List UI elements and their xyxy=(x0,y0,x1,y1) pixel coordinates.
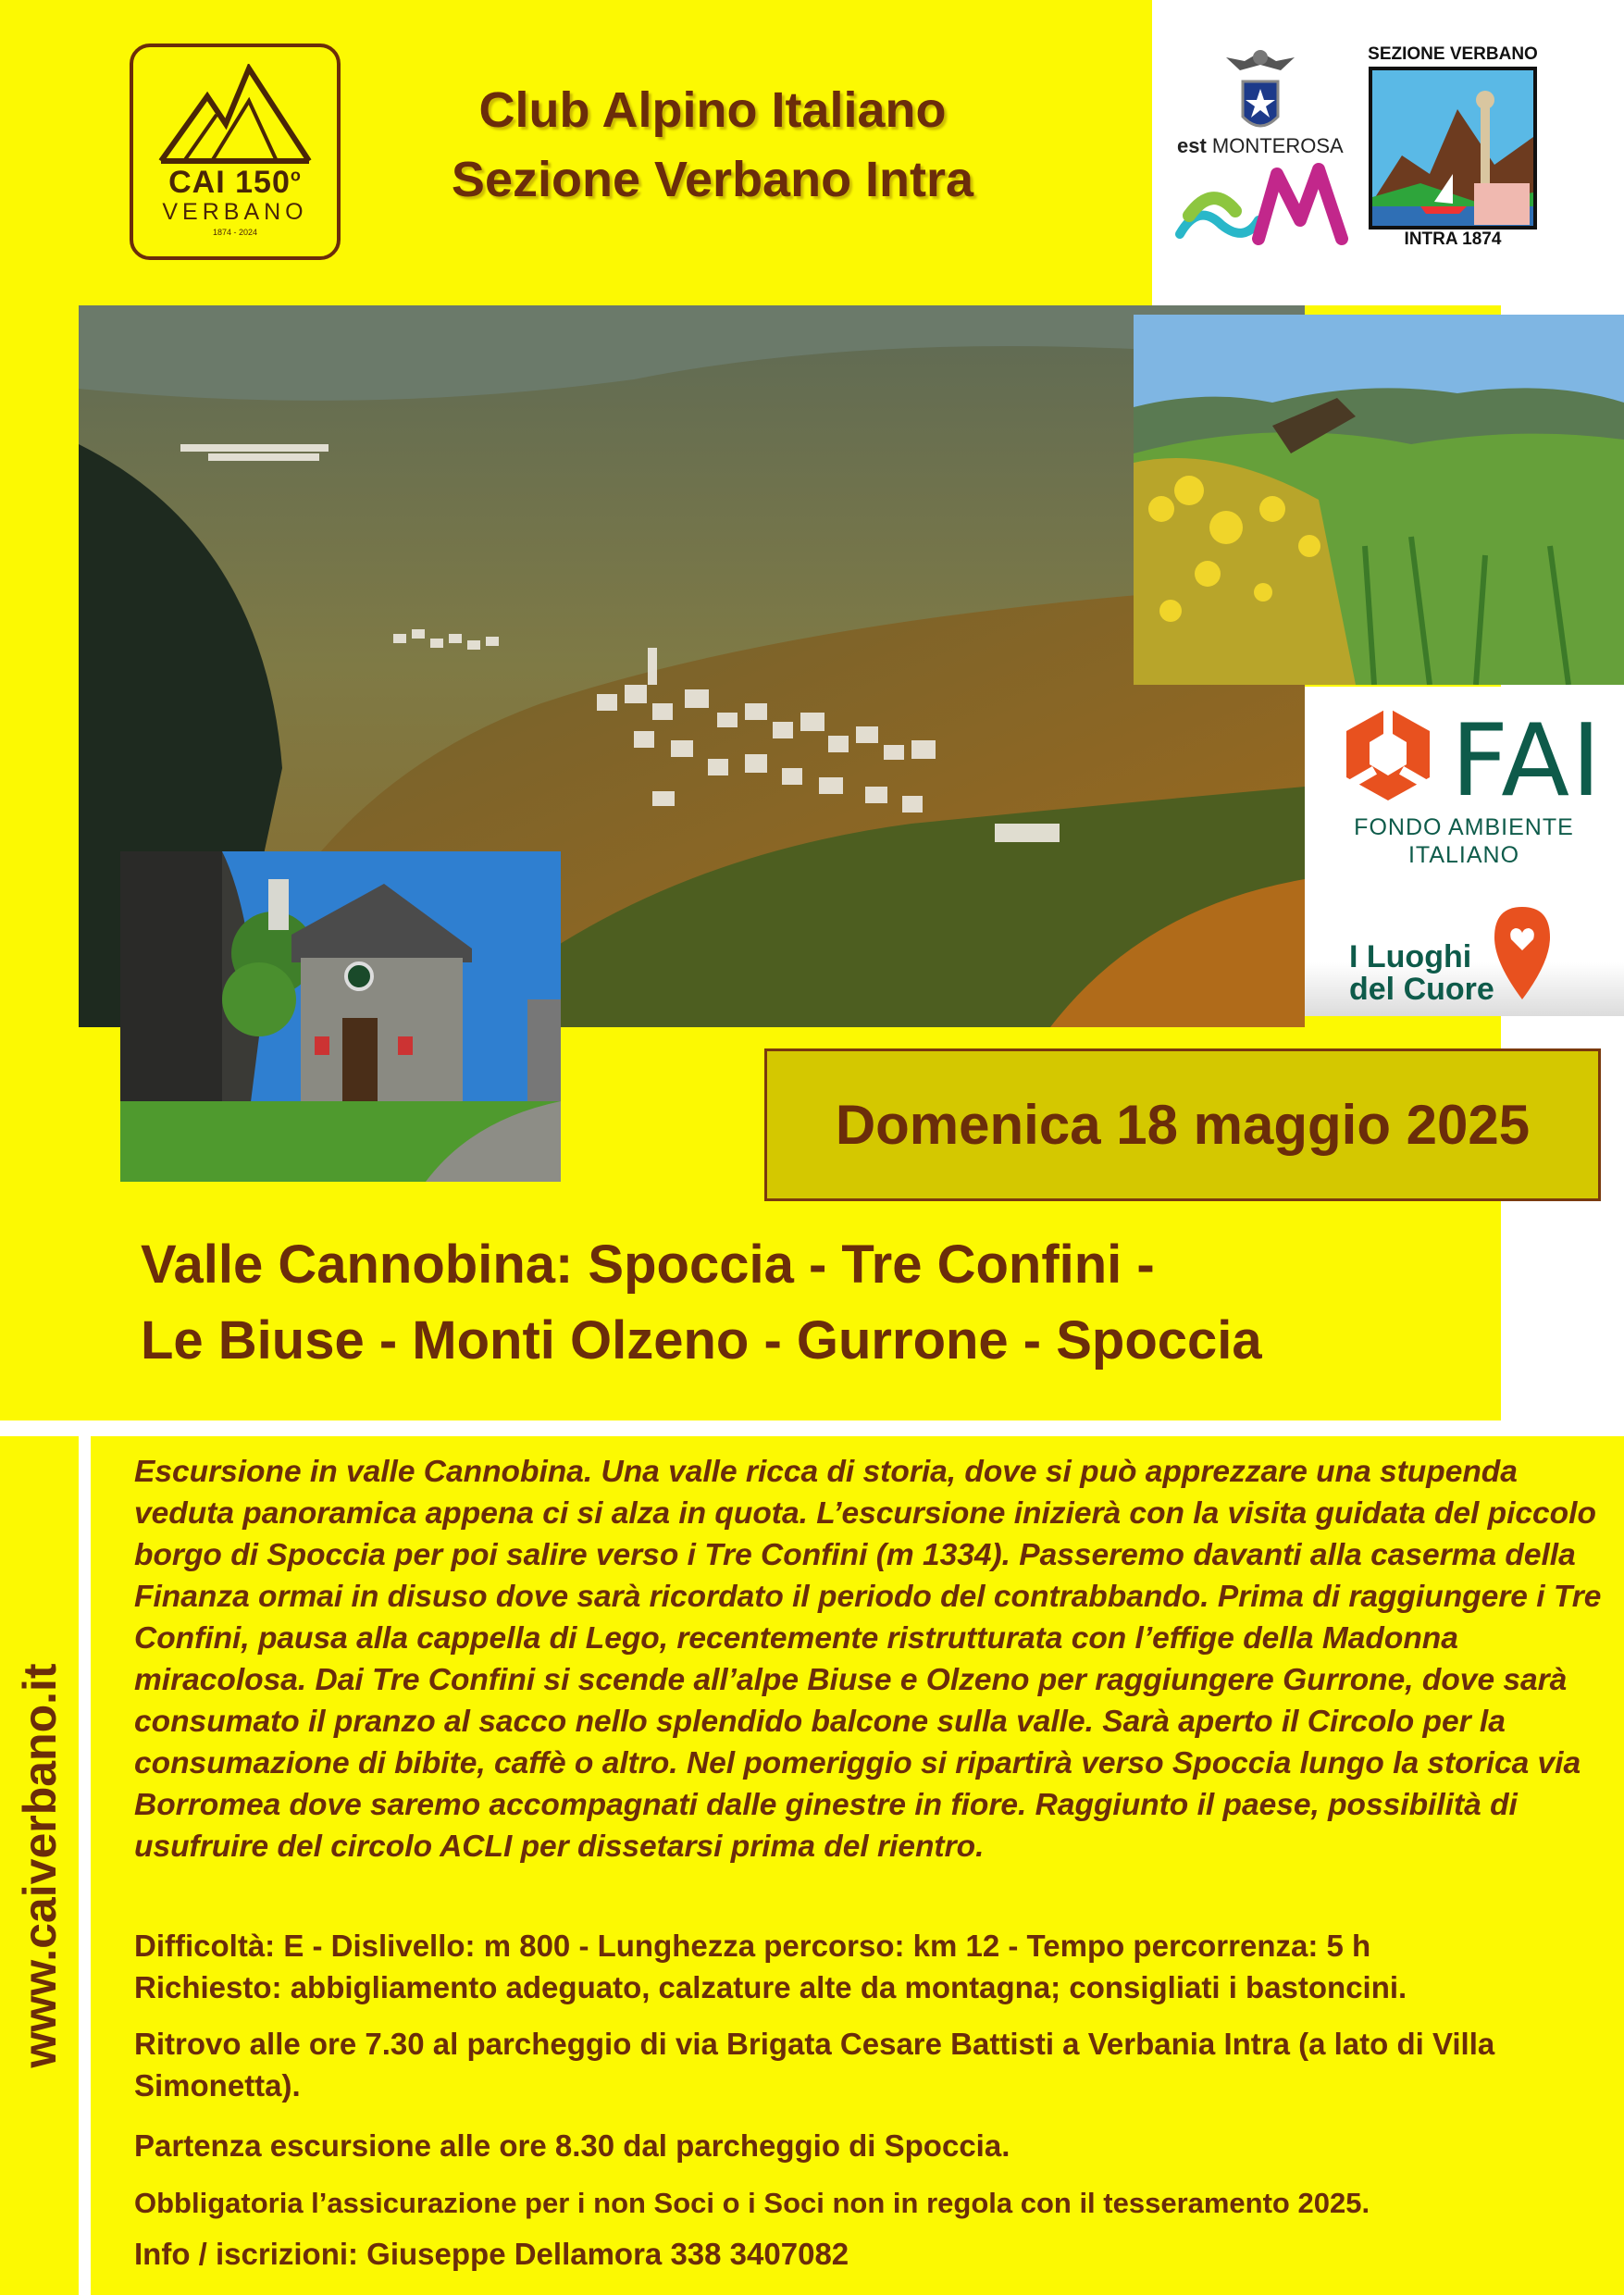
chapel-photo xyxy=(120,851,561,1182)
website-link[interactable] xyxy=(0,1436,79,2295)
website-text[interactable]: www.caiverbano.it xyxy=(13,1663,66,2068)
fai-fondo-ambiente: FONDO AMBIENTE xyxy=(1354,814,1574,840)
sezione-verbano-logo xyxy=(1365,44,1541,257)
fai-letters: FAI xyxy=(1451,703,1603,819)
broom-meadow-photo xyxy=(1134,315,1624,685)
est-text-bold: est xyxy=(1177,134,1207,157)
meeting-point: Ritrovo alle ore 7.30 al parcheggio di via Brigata Cesare Battisti a Verbania Intra (a lato di Villa Simonetta). xyxy=(134,2027,1495,2103)
cai-logo-superscript: o xyxy=(290,166,302,185)
mountain-icon xyxy=(156,64,314,166)
cai-logo-subtitle: VERBANO xyxy=(162,199,308,225)
club-title: Club Alpino Italiano xyxy=(478,82,947,138)
section-title: Sezione Verbano Intra xyxy=(451,152,974,207)
event-date-box xyxy=(764,1048,1601,1201)
difficulty-details: Difficoltà: E - Dislivello: m 800 - Lunghezza percorso: km 12 - Tempo percorrenza: 5 h xyxy=(134,1929,1371,1963)
fai-italiano: ITALIANO xyxy=(1407,842,1520,868)
cai-logo-years: 1874 - 2024 xyxy=(212,228,258,237)
route-title-line2: Le Biuse - Monti Olzeno - Gurrone - Spoccia xyxy=(141,1310,1262,1371)
departure-info: Partenza escursione alle ore 8.30 dal parcheggio di Spoccia. xyxy=(134,2128,1010,2163)
est-monterosa-text xyxy=(1177,134,1344,158)
contact-info: Info / iscrizioni: Giuseppe Dellamora 338 3407082 xyxy=(134,2237,849,2271)
event-date: Domenica 18 maggio 2025 xyxy=(835,1094,1531,1156)
est-text-monterosa: MONTEROSA xyxy=(1211,134,1344,157)
intra-1874-label: INTRA 1874 xyxy=(1404,230,1502,249)
cai-150-logo xyxy=(130,43,341,260)
cai-logo-label: CAI 150 xyxy=(168,165,291,200)
location-pin-icon xyxy=(1490,902,1555,1004)
del-cuore-label: del Cuore xyxy=(1349,972,1494,1007)
luoghi-label: I Luoghi xyxy=(1349,939,1472,974)
sezione-verbano-label: SEZIONE VERBANO xyxy=(1368,44,1538,64)
required-equipment: Richiesto: abbigliamento adeguato, calzature alte da montagna; consigliati i bastoncini. xyxy=(134,1970,1407,2004)
route-title-line1: Valle Cannobina: Spoccia - Tre Confini - xyxy=(141,1234,1155,1295)
insurance-notice: Obbligatoria l’assicurazione per i non Soci o i Soci non in regola con il tesseramento 2025. xyxy=(134,2187,1370,2219)
excursion-description: Escursione in valle Cannobina. Una valle ricca di storia, dove si può apprezzare una stupenda veduta panoramica appena ci si alza in quota. L’escursione inizierà con la visita guidata del piccolo borgo di Spoccia per poi salire verso i Tre Confini (m 1334). Passeremo davanti alla caserma della Finanza ormai in disuso dove sarà ricordato il periodo del contrabbando. Prima di raggiungere i Tre Confini, pausa alla cappella di Lego, recentemente ristrutturata con l’effige della Madonna miracolosa. Dai Tre Confini si scende all’alpe Biuse e Olzeno per raggiungere Gurrone, dove sarà consumato il pranzo al sacco nello splendido balcone sulla valle. Sarà aperto il Circolo per la consumazione di bibite, caffè o altro. Nel pomeriggio si ripartirà verso Spoccia lungo la storica via Borromea dove saremo accompagnati dalle ginestre in fiore. Raggiunto il paese, possibilità di usufruire del circolo ACLI per dissetarsi prima del rientro. xyxy=(134,1455,1602,1864)
fai-emblem-icon xyxy=(1337,703,1439,805)
